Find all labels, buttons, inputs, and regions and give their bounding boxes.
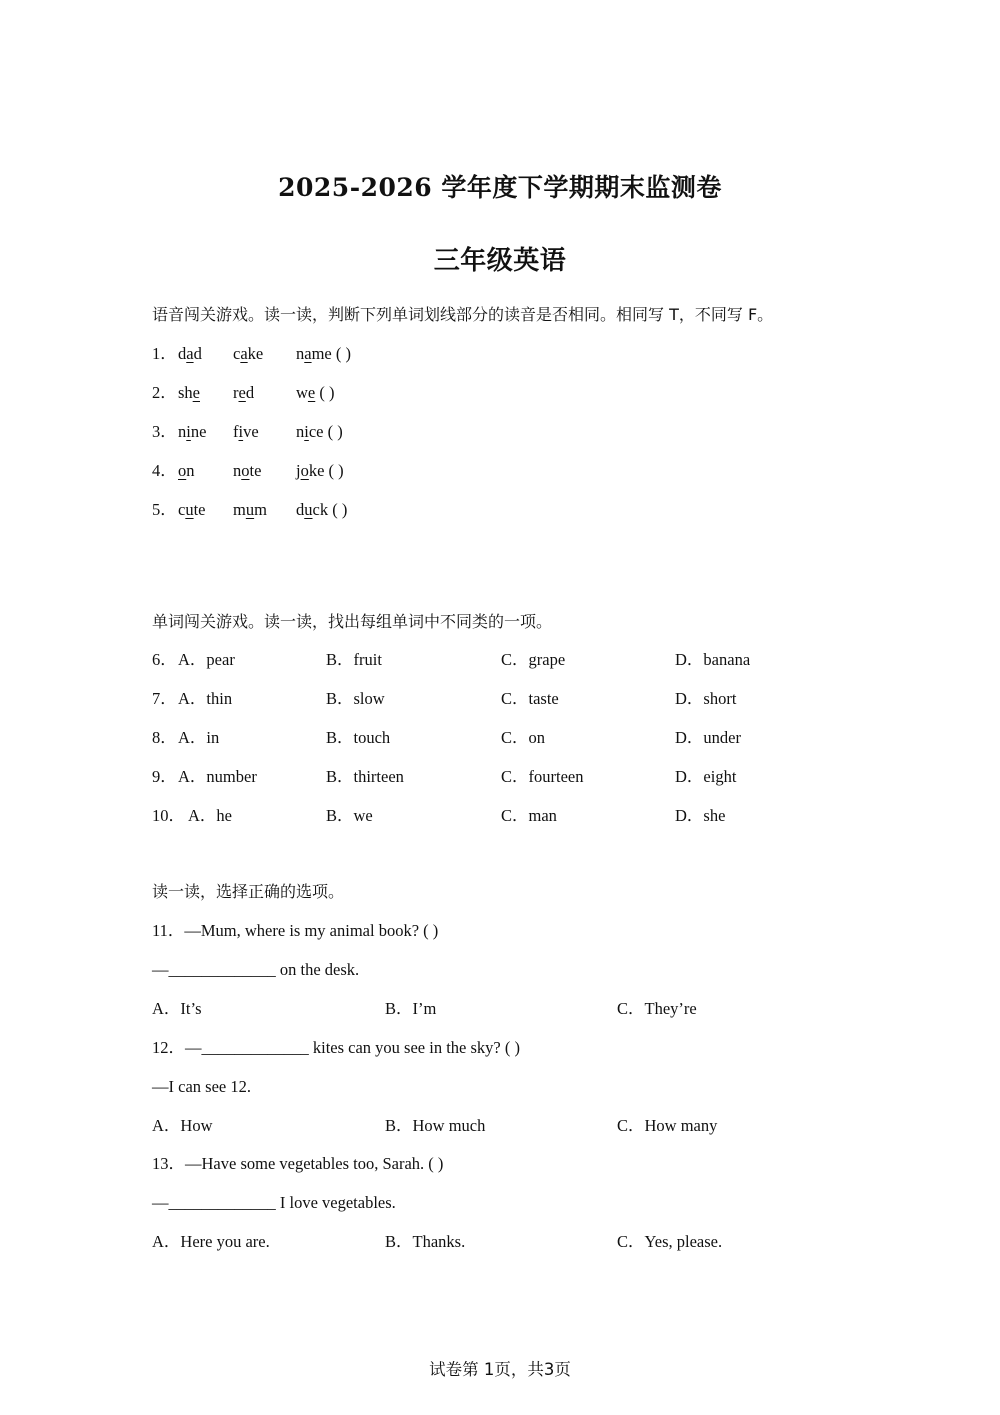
underlined-letter: o	[241, 461, 250, 480]
underlined-letter: u	[304, 500, 313, 519]
underlined-letter: u	[185, 500, 194, 519]
question-prompt: 12．—_____________ kites can you see in the sky? ( )	[152, 1038, 520, 1057]
section3-instruction: 读一读，选择正确的选项。	[152, 882, 345, 901]
phonics-word: nine	[178, 422, 207, 441]
answer-option[interactable]: D．under	[675, 728, 741, 747]
underlined-letter: a	[186, 344, 194, 363]
phonics-word: cute	[178, 500, 206, 519]
answer-option[interactable]: A．It’s	[152, 999, 202, 1018]
answer-option[interactable]: B．thirteen	[326, 767, 404, 786]
underlined-letter: i	[186, 422, 191, 441]
question-number: 3．	[152, 422, 177, 441]
question-response: —_____________ I love vegetables.	[152, 1193, 396, 1212]
underlined-letter: u	[245, 500, 255, 519]
question-number: 8．	[152, 728, 177, 747]
question-number: 7．	[152, 689, 177, 708]
underlined-letter: a	[304, 344, 312, 363]
phonics-word: five	[233, 422, 259, 441]
answer-option[interactable]: B．slow	[326, 689, 385, 708]
answer-blank[interactable]: ( )	[323, 422, 343, 441]
question-number: 6．	[152, 650, 177, 669]
underlined-letter: e	[192, 383, 200, 402]
answer-option[interactable]: C．How many	[617, 1116, 718, 1135]
phonics-word: name ( )	[296, 344, 351, 363]
answer-option[interactable]: D．eight	[675, 767, 737, 786]
answer-blank[interactable]: ( )	[324, 461, 344, 480]
answer-option[interactable]: C．fourteen	[501, 767, 584, 786]
answer-option[interactable]: A．How	[152, 1116, 213, 1135]
answer-option[interactable]: B．touch	[326, 728, 391, 747]
answer-option[interactable]: A．he	[188, 806, 232, 825]
section2-instruction: 单词闯关游戏。读一读，找出每组单词中不同类的一项。	[152, 612, 553, 631]
question-number: 9．	[152, 767, 177, 786]
answer-option[interactable]: B．How much	[385, 1116, 486, 1135]
answer-option[interactable]: C．taste	[501, 689, 559, 708]
question-prompt: 13．—Have some vegetables too, Sarah. ( )	[152, 1154, 444, 1173]
answer-option[interactable]: B．we	[326, 806, 373, 825]
answer-option[interactable]: C．Yes, please.	[617, 1232, 723, 1251]
question-number: 2．	[152, 383, 177, 402]
page-footer: 试卷第 1页，共3页	[429, 1360, 571, 1379]
answer-blank[interactable]: ( )	[315, 383, 335, 402]
answer-option[interactable]: C．They’re	[617, 999, 697, 1018]
underlined-letter: i	[238, 422, 244, 441]
question-response: —_____________ on the desk.	[152, 960, 360, 979]
phonics-word: dad	[178, 344, 202, 363]
question-prompt: 11．—Mum, where is my animal book? ( )	[152, 921, 439, 940]
underlined-letter: e	[238, 383, 246, 402]
underlined-letter: o	[178, 461, 187, 480]
phonics-word: on	[178, 461, 195, 480]
phonics-word: mum	[233, 500, 267, 519]
answer-option[interactable]: D．banana	[675, 650, 751, 669]
answer-option[interactable]: C．man	[501, 806, 557, 825]
underlined-letter: e	[307, 383, 316, 402]
answer-option[interactable]: A．Here you are.	[152, 1232, 270, 1251]
answer-blank[interactable]: ( )	[331, 344, 351, 363]
question-number: 1．	[152, 344, 177, 363]
answer-option[interactable]: D．she	[675, 806, 726, 825]
phonics-word: we ( )	[296, 383, 335, 402]
answer-blank[interactable]: ( )	[328, 500, 348, 519]
answer-option[interactable]: D．short	[675, 689, 737, 708]
section1-instruction: 语音闯关游戏。读一读，判断下列单词划线部分的读音是否相同。相同写 T，不同写 F。	[152, 305, 774, 324]
answer-option[interactable]: C．grape	[501, 650, 566, 669]
question-number: 5．	[152, 500, 177, 519]
phonics-word: nice ( )	[296, 422, 343, 441]
answer-option[interactable]: B．fruit	[326, 650, 382, 669]
phonics-word: note	[233, 461, 262, 480]
phonics-word: red	[233, 383, 255, 402]
question-number: 4．	[152, 461, 177, 480]
underlined-letter: o	[300, 461, 309, 480]
answer-option[interactable]: A．pear	[178, 650, 235, 669]
answer-option[interactable]: A．in	[178, 728, 220, 747]
phonics-word: duck ( )	[296, 500, 348, 519]
exam-subtitle: 三年级英语	[433, 246, 567, 276]
phonics-word: she	[178, 383, 200, 402]
underlined-letter: a	[240, 344, 248, 363]
question-response: —I can see 12.	[152, 1077, 251, 1096]
answer-option[interactable]: B．Thanks.	[385, 1232, 466, 1251]
question-number: 10．	[152, 806, 185, 825]
answer-option[interactable]: C．on	[501, 728, 546, 747]
underlined-letter: i	[304, 422, 309, 441]
answer-option[interactable]: A．number	[178, 767, 257, 786]
answer-option[interactable]: B．I’m	[385, 999, 437, 1018]
phonics-word: cake	[233, 344, 264, 363]
phonics-word: joke ( )	[296, 461, 344, 480]
exam-title: 2025-2026 学年度下学期期末监测卷	[278, 173, 722, 202]
answer-option[interactable]: A．thin	[178, 689, 233, 708]
